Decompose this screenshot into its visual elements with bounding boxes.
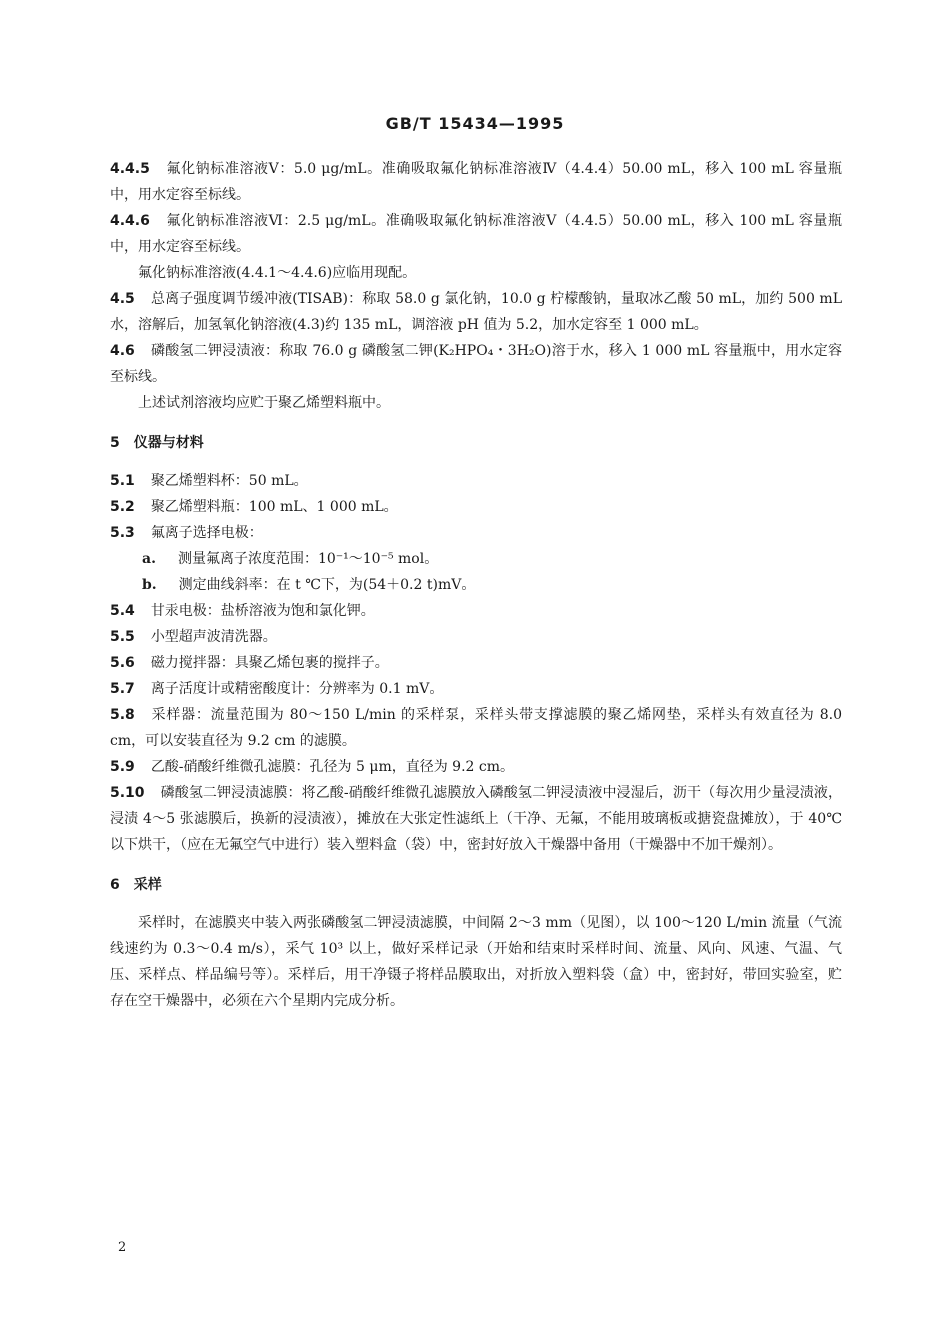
clause-number: 5.7 bbox=[110, 681, 135, 697]
clause-text: 氟化钠标准溶液Ⅵ：2.5 μg/mL。准确吸取氟化钠标准溶液Ⅴ（4.4.5）50.00 mL，移入 100 mL 容量瓶中，用水定容至标线。 bbox=[110, 213, 842, 255]
section-5-heading bbox=[110, 430, 842, 456]
clause-text: 乙酸-硝酸纤维微孔滤膜：孔径为 5 μm，直径为 9.2 cm。 bbox=[150, 759, 515, 775]
clause-text: 采样器：流量范围为 80～150 L/min 的采样泵，采样头带支撑滤膜的聚乙烯网垫，采样头有效直径为 8.0 cm，可以安装直径为 9.2 cm 的滤膜。 bbox=[110, 707, 842, 749]
clause-number: 4.4.5 bbox=[110, 161, 150, 177]
clause-5-4 bbox=[110, 598, 842, 624]
clause-5-5 bbox=[110, 624, 842, 650]
sub-item-text: 测定曲线斜率：在 t ℃下，为(54＋0.2 t)mV。 bbox=[178, 577, 476, 593]
clause-text: 甘汞电极：盐桥溶液为饱和氯化钾。 bbox=[150, 603, 375, 619]
clause-text: 聚乙烯塑料瓶：100 mL、1 000 mL。 bbox=[150, 499, 398, 515]
clause-4-6 bbox=[110, 338, 842, 390]
section-number: 5 bbox=[110, 435, 120, 451]
clause-number: 5.6 bbox=[110, 655, 135, 671]
clause-5-7 bbox=[110, 676, 842, 702]
section-number: 6 bbox=[110, 877, 120, 893]
clause-number: 4.4.6 bbox=[110, 213, 150, 229]
clause-number: 5.3 bbox=[110, 525, 135, 541]
clause-number: 5.8 bbox=[110, 707, 135, 723]
clause-number: 4.5 bbox=[110, 291, 135, 307]
clause-number: 5.9 bbox=[110, 759, 135, 775]
clause-text: 总离子强度调节缓冲液(TISAB)：称取 58.0 g 氯化钠，10.0 g 柠檬酸钠，量取冰乙酸 50 mL，加约 500 mL 水，溶解后，加氢氧化钠溶液(4.3)约 135 mL，调溶液 pH 值为 5.2，加水定容至 1 000 mL。 bbox=[110, 291, 842, 333]
section-title: 仪器与材料 bbox=[133, 435, 204, 451]
clause-text: 磷酸氢二钾浸渍液：称取 76.0 g 磷酸氢二钾(K₂HPO₄・3H₂O)溶于水，移入 1 000 mL 容量瓶中，用水定容至标线。 bbox=[110, 343, 842, 385]
clause-5-3-b bbox=[110, 572, 842, 598]
clause-text: 磷酸氢二钾浸渍滤膜：将乙酸-硝酸纤维微孔滤膜放入磷酸氢二钾浸渍液中浸湿后，沥干（每次用少量浸渍液，浸渍 4～5 张滤膜后，换新的浸渍液），摊放在大张定性滤纸上（干净、无氟，不能用玻璃板或搪瓷盘摊放），于 40℃以下烘干，（应在无氟空气中进行）装入塑料盒（袋）中，密封好放入干燥器中备用（干燥器中不加干燥剂）。 bbox=[110, 785, 842, 853]
note-fresh-preparation: 氟化钠标准溶液(4.4.1～4.4.6)应临用现配。 bbox=[138, 265, 417, 281]
sub-item-letter: a. bbox=[142, 551, 156, 567]
clause-5-3-a bbox=[110, 546, 842, 572]
page-number: 2 bbox=[118, 1240, 127, 1255]
sampling-paragraph: 采样时，在滤膜夹中装入两张磷酸氢二钾浸渍滤膜，中间隔 2～3 mm（见图），以 100～120 L/min 流量（气流线速约为 0.3～0.4 m/s），采气 10³ 以上，做好采样记录（开始和结束时采样时间、流量、风向、风速、气温、气压、采样点、样品编号等）。采样后，用干净镊子将样品膜取出，对折放入塑料袋（盒）中，密封好，带回实验室，贮存在空干燥器中，必须在六个星期内完成分析。 bbox=[110, 915, 842, 1009]
document-body bbox=[110, 156, 842, 1014]
clause-text: 离子活度计或精密酸度计：分辨率为 0.1 mV。 bbox=[150, 681, 444, 697]
clause-text: 小型超声波清洗器。 bbox=[150, 629, 277, 645]
clause-text: 氟化钠标准溶液Ⅴ：5.0 μg/mL。准确吸取氟化钠标准溶液Ⅳ（4.4.4）50.00 mL，移入 100 mL 容量瓶中，用水定容至标线。 bbox=[110, 161, 842, 203]
clause-number: 4.6 bbox=[110, 343, 135, 359]
section-title: 采样 bbox=[133, 877, 162, 893]
clause-text: 聚乙烯塑料杯：50 mL。 bbox=[150, 473, 308, 489]
note-storage: 上述试剂溶液均应贮于聚乙烯塑料瓶中。 bbox=[138, 395, 390, 411]
section-6-heading bbox=[110, 872, 842, 898]
clause-text: 磁力搅拌器：具聚乙烯包裹的搅拌子。 bbox=[150, 655, 389, 671]
clause-4-5 bbox=[110, 286, 842, 338]
sub-item-letter: b. bbox=[142, 577, 157, 593]
clause-number: 5.4 bbox=[110, 603, 135, 619]
clause-number: 5.1 bbox=[110, 473, 135, 489]
clause-5-3 bbox=[110, 520, 842, 546]
clause-5-8 bbox=[110, 702, 842, 754]
clause-5-2 bbox=[110, 494, 842, 520]
sub-item-text: 测量氟离子浓度范围：10⁻¹～10⁻⁵ mol。 bbox=[177, 551, 439, 567]
clause-number: 5.10 bbox=[110, 785, 145, 801]
clause-5-6 bbox=[110, 650, 842, 676]
clause-number: 5.2 bbox=[110, 499, 135, 515]
clause-4-4-6 bbox=[110, 208, 842, 260]
clause-text: 氟离子选择电极： bbox=[150, 525, 263, 541]
standard-code-header: GB/T 15434—1995 bbox=[385, 114, 565, 133]
clause-4-4-5 bbox=[110, 156, 842, 208]
clause-number: 5.5 bbox=[110, 629, 135, 645]
clause-5-10 bbox=[110, 780, 842, 858]
clause-5-1 bbox=[110, 468, 842, 494]
clause-5-9 bbox=[110, 754, 842, 780]
